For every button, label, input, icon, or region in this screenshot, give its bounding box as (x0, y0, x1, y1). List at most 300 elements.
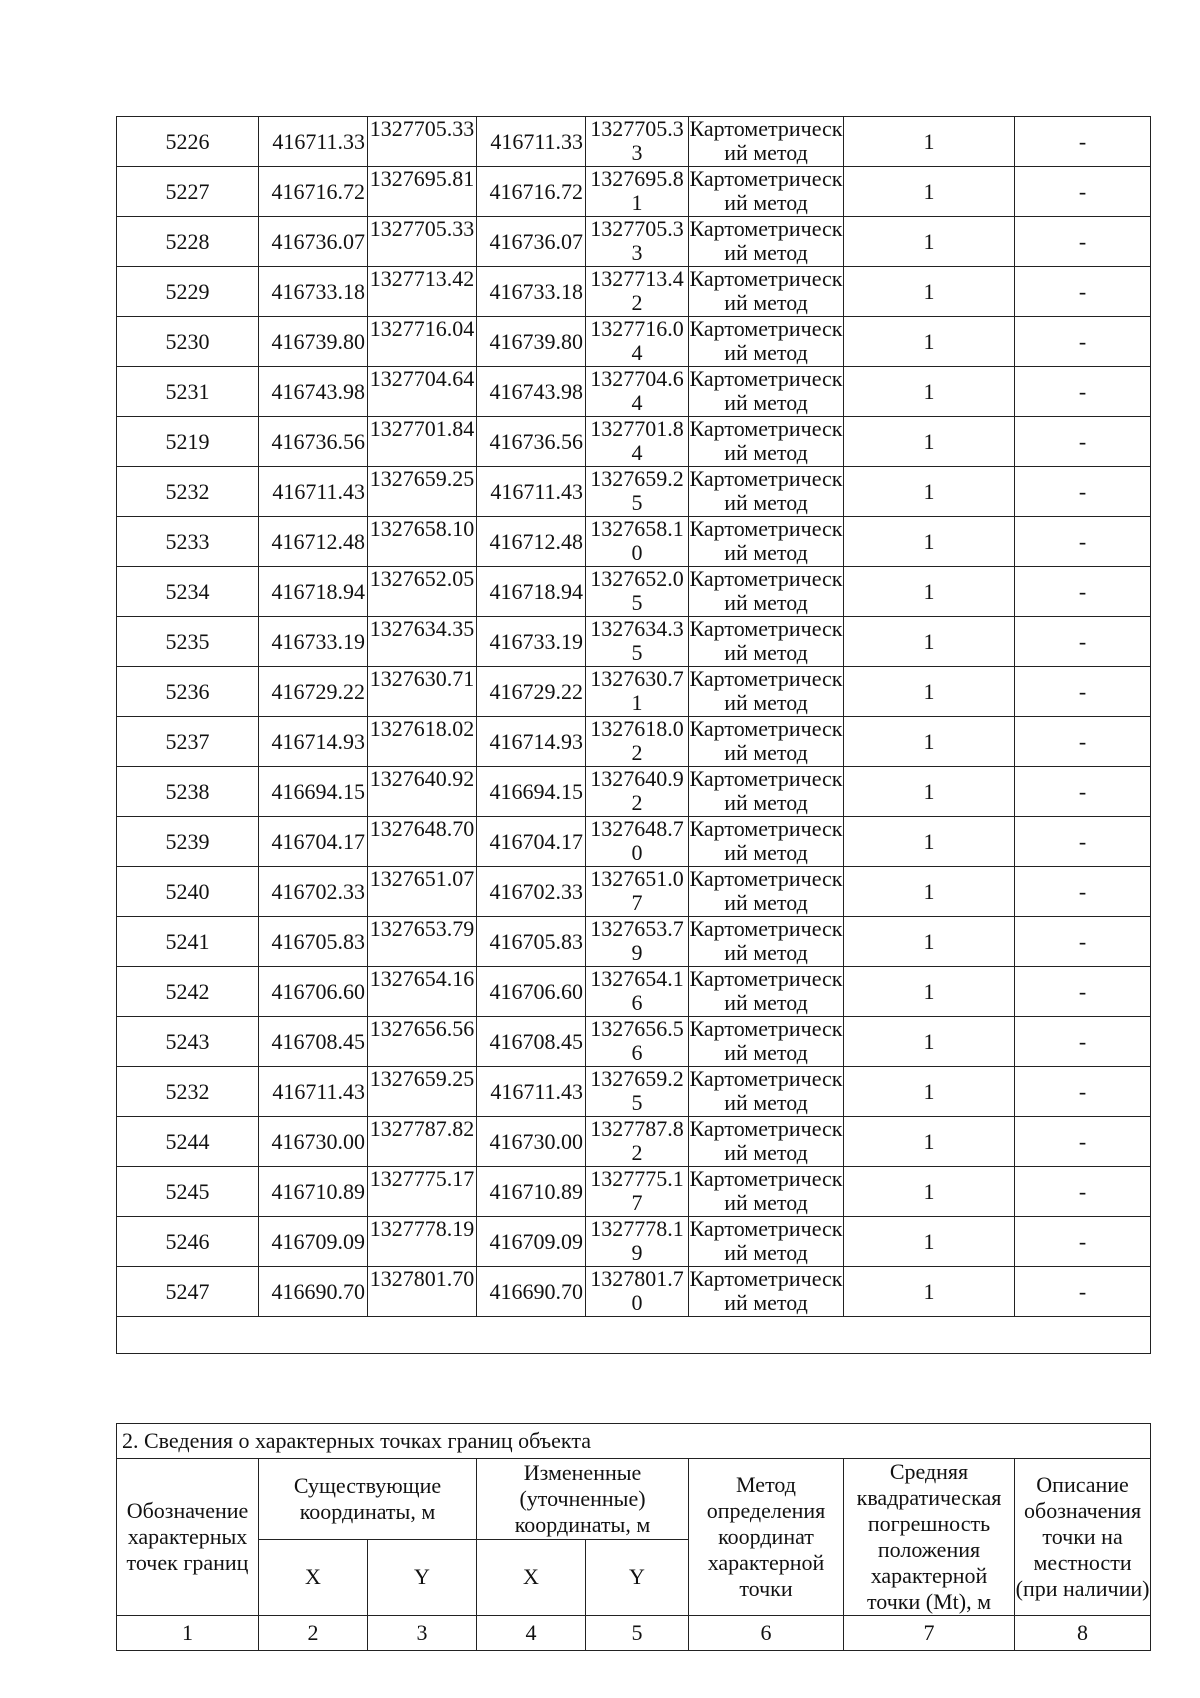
method-cell (689, 1167, 844, 1217)
accuracy-cell: 1 (844, 267, 1015, 317)
y-existing-cell-text: 1327716.04 (369, 317, 475, 341)
y-changed-cell (586, 117, 689, 167)
x-existing-cell: 416705.83 (259, 917, 368, 967)
method-cell-text: Картометрический метод (689, 667, 843, 715)
column-number: 5 (586, 1616, 689, 1651)
description-cell: - (1015, 1267, 1151, 1317)
description-cell: - (1015, 817, 1151, 867)
x-changed-cell: 416714.93 (477, 717, 586, 767)
y-changed-cell (586, 267, 689, 317)
x-changed-cell: 416730.00 (477, 1117, 586, 1167)
y-existing-cell-text: 1327775.17 (369, 1167, 475, 1191)
description-cell: - (1015, 267, 1151, 317)
y-existing-cell (368, 917, 477, 967)
x-existing-cell: 416729.22 (259, 667, 368, 717)
y-changed-cell-text: 1327640.92 (590, 767, 684, 815)
y-changed-cell-text: 1327716.04 (590, 317, 684, 365)
y-existing-cell-text: 1327801.70 (369, 1267, 475, 1291)
method-cell (689, 217, 844, 267)
x-changed-cell: 416710.89 (477, 1167, 586, 1217)
method-cell (689, 417, 844, 467)
y-changed-cell (586, 367, 689, 417)
description-cell: - (1015, 767, 1151, 817)
y-existing-cell (368, 267, 477, 317)
accuracy-cell: 1 (844, 667, 1015, 717)
header-x-existing: X (259, 1539, 368, 1615)
column-number: 2 (259, 1616, 368, 1651)
y-existing-cell (368, 1117, 477, 1167)
description-cell: - (1015, 967, 1151, 1017)
y-changed-cell-text: 1327695.81 (590, 167, 684, 215)
column-number: 6 (689, 1616, 844, 1651)
y-existing-cell (368, 217, 477, 267)
y-existing-cell (368, 1167, 477, 1217)
method-cell (689, 167, 844, 217)
table-row (117, 417, 1151, 467)
y-existing-cell-text: 1327787.82 (369, 1117, 475, 1141)
accuracy-cell: 1 (844, 1117, 1015, 1167)
method-cell-text: Картометрический метод (689, 1067, 843, 1115)
table-row (117, 367, 1151, 417)
method-cell (689, 717, 844, 767)
description-cell: - (1015, 917, 1151, 967)
accuracy-cell: 1 (844, 167, 1015, 217)
x-existing-cell: 416708.45 (259, 1017, 368, 1067)
x-existing-cell: 416711.43 (259, 467, 368, 517)
y-existing-cell-text: 1327701.84 (369, 417, 475, 441)
method-cell-text: Картометрический метод (689, 467, 843, 515)
y-changed-cell-text: 1327704.64 (590, 367, 684, 415)
accuracy-cell: 1 (844, 1167, 1015, 1217)
y-existing-cell (368, 417, 477, 467)
y-existing-cell-text: 1327652.05 (369, 567, 475, 591)
x-changed-cell: 416705.83 (477, 917, 586, 967)
method-cell (689, 767, 844, 817)
y-changed-cell (586, 1167, 689, 1217)
y-existing-cell (368, 817, 477, 867)
y-existing-cell (368, 167, 477, 217)
accuracy-cell: 1 (844, 767, 1015, 817)
y-changed-cell-text: 1327618.02 (590, 717, 684, 765)
point-cell: 5233 (117, 517, 259, 567)
table-row (117, 967, 1151, 1017)
header-y-existing: Y (368, 1539, 477, 1615)
y-changed-cell-text: 1327787.82 (590, 1117, 684, 1165)
y-changed-cell-text: 1327659.25 (590, 1067, 684, 1115)
point-cell: 5228 (117, 217, 259, 267)
y-changed-cell (586, 1267, 689, 1317)
accuracy-cell: 1 (844, 1017, 1015, 1067)
point-cell: 5247 (117, 1267, 259, 1317)
y-existing-cell-text: 1327659.25 (369, 467, 475, 491)
y-existing-cell (368, 1217, 477, 1267)
table-row (117, 1117, 1151, 1167)
x-changed-cell: 416733.19 (477, 617, 586, 667)
x-existing-cell: 416718.94 (259, 567, 368, 617)
point-cell: 5242 (117, 967, 259, 1017)
x-changed-cell: 416716.72 (477, 167, 586, 217)
y-changed-cell-text: 1327651.07 (590, 867, 684, 915)
y-existing-cell (368, 667, 477, 717)
x-changed-cell: 416743.98 (477, 367, 586, 417)
y-changed-cell (586, 1067, 689, 1117)
point-cell: 5234 (117, 567, 259, 617)
accuracy-cell: 1 (844, 517, 1015, 567)
method-cell-text: Картометрический метод (689, 1167, 843, 1215)
point-cell: 5219 (117, 417, 259, 467)
y-existing-cell-text: 1327618.02 (369, 717, 475, 741)
method-cell-text: Картометрический метод (689, 267, 843, 315)
y-existing-cell-text: 1327695.81 (369, 167, 475, 191)
x-existing-cell: 416730.00 (259, 1117, 368, 1167)
y-existing-cell-text: 1327654.16 (369, 967, 475, 991)
x-existing-cell: 416716.72 (259, 167, 368, 217)
table-row (117, 317, 1151, 367)
accuracy-cell: 1 (844, 967, 1015, 1017)
y-existing-cell-text: 1327704.64 (369, 367, 475, 391)
point-cell: 5246 (117, 1217, 259, 1267)
table-row (117, 1167, 1151, 1217)
y-existing-cell (368, 1267, 477, 1317)
y-changed-cell-text: 1327701.84 (590, 417, 684, 465)
x-changed-cell: 416694.15 (477, 767, 586, 817)
coordinates-table-body (117, 117, 1151, 1317)
method-cell-text: Картометрический метод (689, 817, 843, 865)
accuracy-cell: 1 (844, 1067, 1015, 1117)
table-row (117, 567, 1151, 617)
method-cell (689, 1117, 844, 1167)
accuracy-cell: 1 (844, 467, 1015, 517)
y-changed-cell (586, 417, 689, 467)
method-cell-text: Картометрический метод (689, 1217, 843, 1265)
y-changed-cell-text: 1327634.35 (590, 617, 684, 665)
x-existing-cell: 416712.48 (259, 517, 368, 567)
x-changed-cell: 416711.43 (477, 467, 586, 517)
point-cell: 5235 (117, 617, 259, 667)
y-changed-cell-text: 1327713.42 (590, 267, 684, 315)
y-existing-cell-text: 1327653.79 (369, 917, 475, 941)
description-cell: - (1015, 867, 1151, 917)
x-existing-cell: 416736.07 (259, 217, 368, 267)
x-changed-cell: 416709.09 (477, 1217, 586, 1267)
table-row (117, 1217, 1151, 1267)
table-row (117, 917, 1151, 967)
y-changed-cell (586, 667, 689, 717)
method-cell-text: Картометрический метод (689, 617, 843, 665)
y-existing-cell-text: 1327634.35 (369, 617, 475, 641)
y-existing-cell (368, 567, 477, 617)
method-cell-text: Картометрический метод (689, 317, 843, 365)
method-cell (689, 1217, 844, 1267)
y-existing-cell-text: 1327713.42 (369, 267, 475, 291)
x-existing-cell: 416702.33 (259, 867, 368, 917)
method-cell (689, 117, 844, 167)
x-changed-cell: 416736.07 (477, 217, 586, 267)
y-existing-cell (368, 1017, 477, 1067)
description-cell: - (1015, 117, 1151, 167)
y-existing-cell (368, 467, 477, 517)
method-cell-text: Картометрический метод (689, 1267, 843, 1315)
x-changed-cell: 416739.80 (477, 317, 586, 367)
x-existing-cell: 416733.19 (259, 617, 368, 667)
table-row (117, 167, 1151, 217)
point-cell: 5238 (117, 767, 259, 817)
method-cell-text: Картометрический метод (689, 767, 843, 815)
method-cell (689, 517, 844, 567)
x-changed-cell: 416736.56 (477, 417, 586, 467)
x-existing-cell: 416714.93 (259, 717, 368, 767)
accuracy-cell: 1 (844, 367, 1015, 417)
table-row (117, 617, 1151, 667)
accuracy-cell: 1 (844, 867, 1015, 917)
description-cell: - (1015, 1017, 1151, 1067)
description-cell: - (1015, 217, 1151, 267)
y-changed-cell-text: 1327775.17 (590, 1167, 684, 1215)
x-changed-cell: 416711.33 (477, 117, 586, 167)
y-changed-cell (586, 567, 689, 617)
description-cell: - (1015, 467, 1151, 517)
accuracy-cell: 1 (844, 817, 1015, 867)
x-existing-cell: 416709.09 (259, 1217, 368, 1267)
column-number: 7 (844, 1616, 1015, 1651)
y-changed-cell (586, 717, 689, 767)
description-cell: - (1015, 167, 1151, 217)
y-changed-cell (586, 767, 689, 817)
y-existing-cell (368, 367, 477, 417)
x-changed-cell: 416712.48 (477, 517, 586, 567)
table-row (117, 767, 1151, 817)
accuracy-cell: 1 (844, 567, 1015, 617)
y-existing-cell-text: 1327778.19 (369, 1217, 475, 1241)
table-row (117, 1267, 1151, 1317)
header-existing-coords: Существующие координаты, м (259, 1459, 477, 1540)
y-existing-cell (368, 1067, 477, 1117)
method-cell-text: Картометрический метод (689, 867, 843, 915)
y-changed-cell (586, 317, 689, 367)
x-existing-cell: 416733.18 (259, 267, 368, 317)
method-cell (689, 617, 844, 667)
method-cell-text: Картометрический метод (689, 967, 843, 1015)
y-existing-cell-text: 1327651.07 (369, 867, 475, 891)
table-row (117, 267, 1151, 317)
description-cell: - (1015, 1217, 1151, 1267)
x-existing-cell: 416704.17 (259, 817, 368, 867)
point-cell: 5226 (117, 117, 259, 167)
table-row (117, 1067, 1151, 1117)
y-changed-cell-text: 1327705.33 (590, 117, 684, 165)
y-changed-cell (586, 917, 689, 967)
x-existing-cell: 416739.80 (259, 317, 368, 367)
y-changed-cell-text: 1327648.70 (590, 817, 684, 865)
table-row (117, 817, 1151, 867)
y-changed-cell-text: 1327653.79 (590, 917, 684, 965)
method-cell-text: Картометрический метод (689, 117, 843, 165)
method-cell-text: Картометрический метод (689, 217, 843, 265)
column-number: 3 (368, 1616, 477, 1651)
point-cell: 5239 (117, 817, 259, 867)
description-cell: - (1015, 417, 1151, 467)
y-existing-cell-text: 1327656.56 (369, 1017, 475, 1041)
table-row (117, 117, 1151, 167)
x-existing-cell: 416736.56 (259, 417, 368, 467)
y-existing-cell (368, 717, 477, 767)
y-existing-cell-text: 1327705.33 (369, 117, 475, 141)
method-cell (689, 267, 844, 317)
y-changed-cell-text: 1327801.70 (590, 1267, 684, 1315)
point-cell: 5227 (117, 167, 259, 217)
header-y-changed: Y (586, 1539, 689, 1615)
accuracy-cell: 1 (844, 1217, 1015, 1267)
x-changed-cell: 416718.94 (477, 567, 586, 617)
coordinates-table (116, 116, 1151, 1354)
description-cell: - (1015, 617, 1151, 667)
x-changed-cell: 416702.33 (477, 867, 586, 917)
y-changed-cell-text: 1327630.71 (590, 667, 684, 715)
y-existing-cell-text: 1327705.33 (369, 217, 475, 241)
method-cell (689, 967, 844, 1017)
table-row (117, 217, 1151, 267)
table-row (117, 867, 1151, 917)
y-changed-cell (586, 1217, 689, 1267)
section-2-header-table (116, 1423, 1151, 1651)
method-cell-text: Картометрический метод (689, 1117, 843, 1165)
header-accuracy: Средняя квадратическая погрешность положения характерной точки (Mt), м (844, 1459, 1015, 1616)
header-description: Описание обозначения точки на местности (при наличии) (1015, 1459, 1151, 1616)
y-changed-cell (586, 1117, 689, 1167)
y-existing-cell (368, 967, 477, 1017)
description-cell: - (1015, 667, 1151, 717)
y-existing-cell-text: 1327648.70 (369, 817, 475, 841)
table-row (117, 667, 1151, 717)
method-cell (689, 467, 844, 517)
point-cell: 5232 (117, 467, 259, 517)
y-changed-cell (586, 867, 689, 917)
y-changed-cell-text: 1327658.10 (590, 517, 684, 565)
x-existing-cell: 416694.15 (259, 767, 368, 817)
method-cell (689, 367, 844, 417)
empty-cell (117, 1317, 1151, 1354)
x-existing-cell: 416743.98 (259, 367, 368, 417)
y-changed-cell-text: 1327659.25 (590, 467, 684, 515)
point-cell: 5229 (117, 267, 259, 317)
point-cell: 5231 (117, 367, 259, 417)
method-cell-text: Картометрический метод (689, 517, 843, 565)
method-cell-text: Картометрический метод (689, 167, 843, 215)
accuracy-cell: 1 (844, 417, 1015, 467)
method-cell (689, 917, 844, 967)
method-cell-text: Картометрический метод (689, 717, 843, 765)
y-changed-cell (586, 967, 689, 1017)
method-cell (689, 317, 844, 367)
point-cell: 5241 (117, 917, 259, 967)
accuracy-cell: 1 (844, 317, 1015, 367)
description-cell: - (1015, 367, 1151, 417)
method-cell-text: Картометрический метод (689, 567, 843, 615)
description-cell: - (1015, 567, 1151, 617)
y-existing-cell (368, 117, 477, 167)
header-point-designation: Обозначение характерных точек границ (117, 1459, 259, 1616)
description-cell: - (1015, 517, 1151, 567)
x-changed-cell: 416690.70 (477, 1267, 586, 1317)
x-changed-cell: 416729.22 (477, 667, 586, 717)
point-cell: 5244 (117, 1117, 259, 1167)
y-changed-cell-text: 1327656.56 (590, 1017, 684, 1065)
accuracy-cell: 1 (844, 117, 1015, 167)
table-row (117, 1017, 1151, 1067)
y-changed-cell-text: 1327652.05 (590, 567, 684, 615)
y-changed-cell (586, 517, 689, 567)
method-cell-text: Картометрический метод (689, 1017, 843, 1065)
description-cell: - (1015, 1067, 1151, 1117)
y-existing-cell-text: 1327630.71 (369, 667, 475, 691)
method-cell (689, 867, 844, 917)
x-changed-cell: 416708.45 (477, 1017, 586, 1067)
description-cell: - (1015, 317, 1151, 367)
column-number: 1 (117, 1616, 259, 1651)
point-cell: 5243 (117, 1017, 259, 1067)
y-changed-cell-text: 1327654.16 (590, 967, 684, 1015)
x-changed-cell: 416733.18 (477, 267, 586, 317)
x-existing-cell: 416710.89 (259, 1167, 368, 1217)
y-existing-cell (368, 617, 477, 667)
point-cell: 5240 (117, 867, 259, 917)
section-title: 2. Сведения о характерных точках границ объекта (117, 1424, 1151, 1459)
point-cell: 5245 (117, 1167, 259, 1217)
x-existing-cell: 416711.33 (259, 117, 368, 167)
y-changed-cell (586, 167, 689, 217)
x-changed-cell: 416711.43 (477, 1067, 586, 1117)
method-cell-text: Картометрический метод (689, 417, 843, 465)
table-row (117, 717, 1151, 767)
column-number: 8 (1015, 1616, 1151, 1651)
method-cell (689, 1067, 844, 1117)
x-existing-cell: 416706.60 (259, 967, 368, 1017)
point-cell: 5230 (117, 317, 259, 367)
method-cell-text: Картометрический метод (689, 917, 843, 965)
table-row (117, 517, 1151, 567)
x-existing-cell: 416690.70 (259, 1267, 368, 1317)
point-cell: 5237 (117, 717, 259, 767)
accuracy-cell: 1 (844, 717, 1015, 767)
accuracy-cell: 1 (844, 617, 1015, 667)
method-cell-text: Картометрический метод (689, 367, 843, 415)
accuracy-cell: 1 (844, 217, 1015, 267)
method-cell (689, 1017, 844, 1067)
y-changed-cell-text: 1327778.19 (590, 1217, 684, 1265)
point-cell: 5236 (117, 667, 259, 717)
empty-row (117, 1317, 1151, 1354)
method-cell (689, 1267, 844, 1317)
y-existing-cell (368, 867, 477, 917)
method-cell (689, 567, 844, 617)
y-existing-cell (368, 317, 477, 367)
description-cell: - (1015, 1167, 1151, 1217)
header-method: Метод определения координат характерной точки (689, 1459, 844, 1616)
header-changed-coords: Измененные (уточненные) координаты, м (477, 1459, 689, 1540)
header-x-changed: X (477, 1539, 586, 1615)
y-changed-cell (586, 617, 689, 667)
x-existing-cell: 416711.43 (259, 1067, 368, 1117)
x-changed-cell: 416706.60 (477, 967, 586, 1017)
y-changed-cell (586, 467, 689, 517)
y-changed-cell (586, 1017, 689, 1067)
description-cell: - (1015, 717, 1151, 767)
y-existing-cell (368, 517, 477, 567)
y-changed-cell (586, 217, 689, 267)
y-existing-cell (368, 767, 477, 817)
y-changed-cell-text: 1327705.33 (590, 217, 684, 265)
column-number: 4 (477, 1616, 586, 1651)
